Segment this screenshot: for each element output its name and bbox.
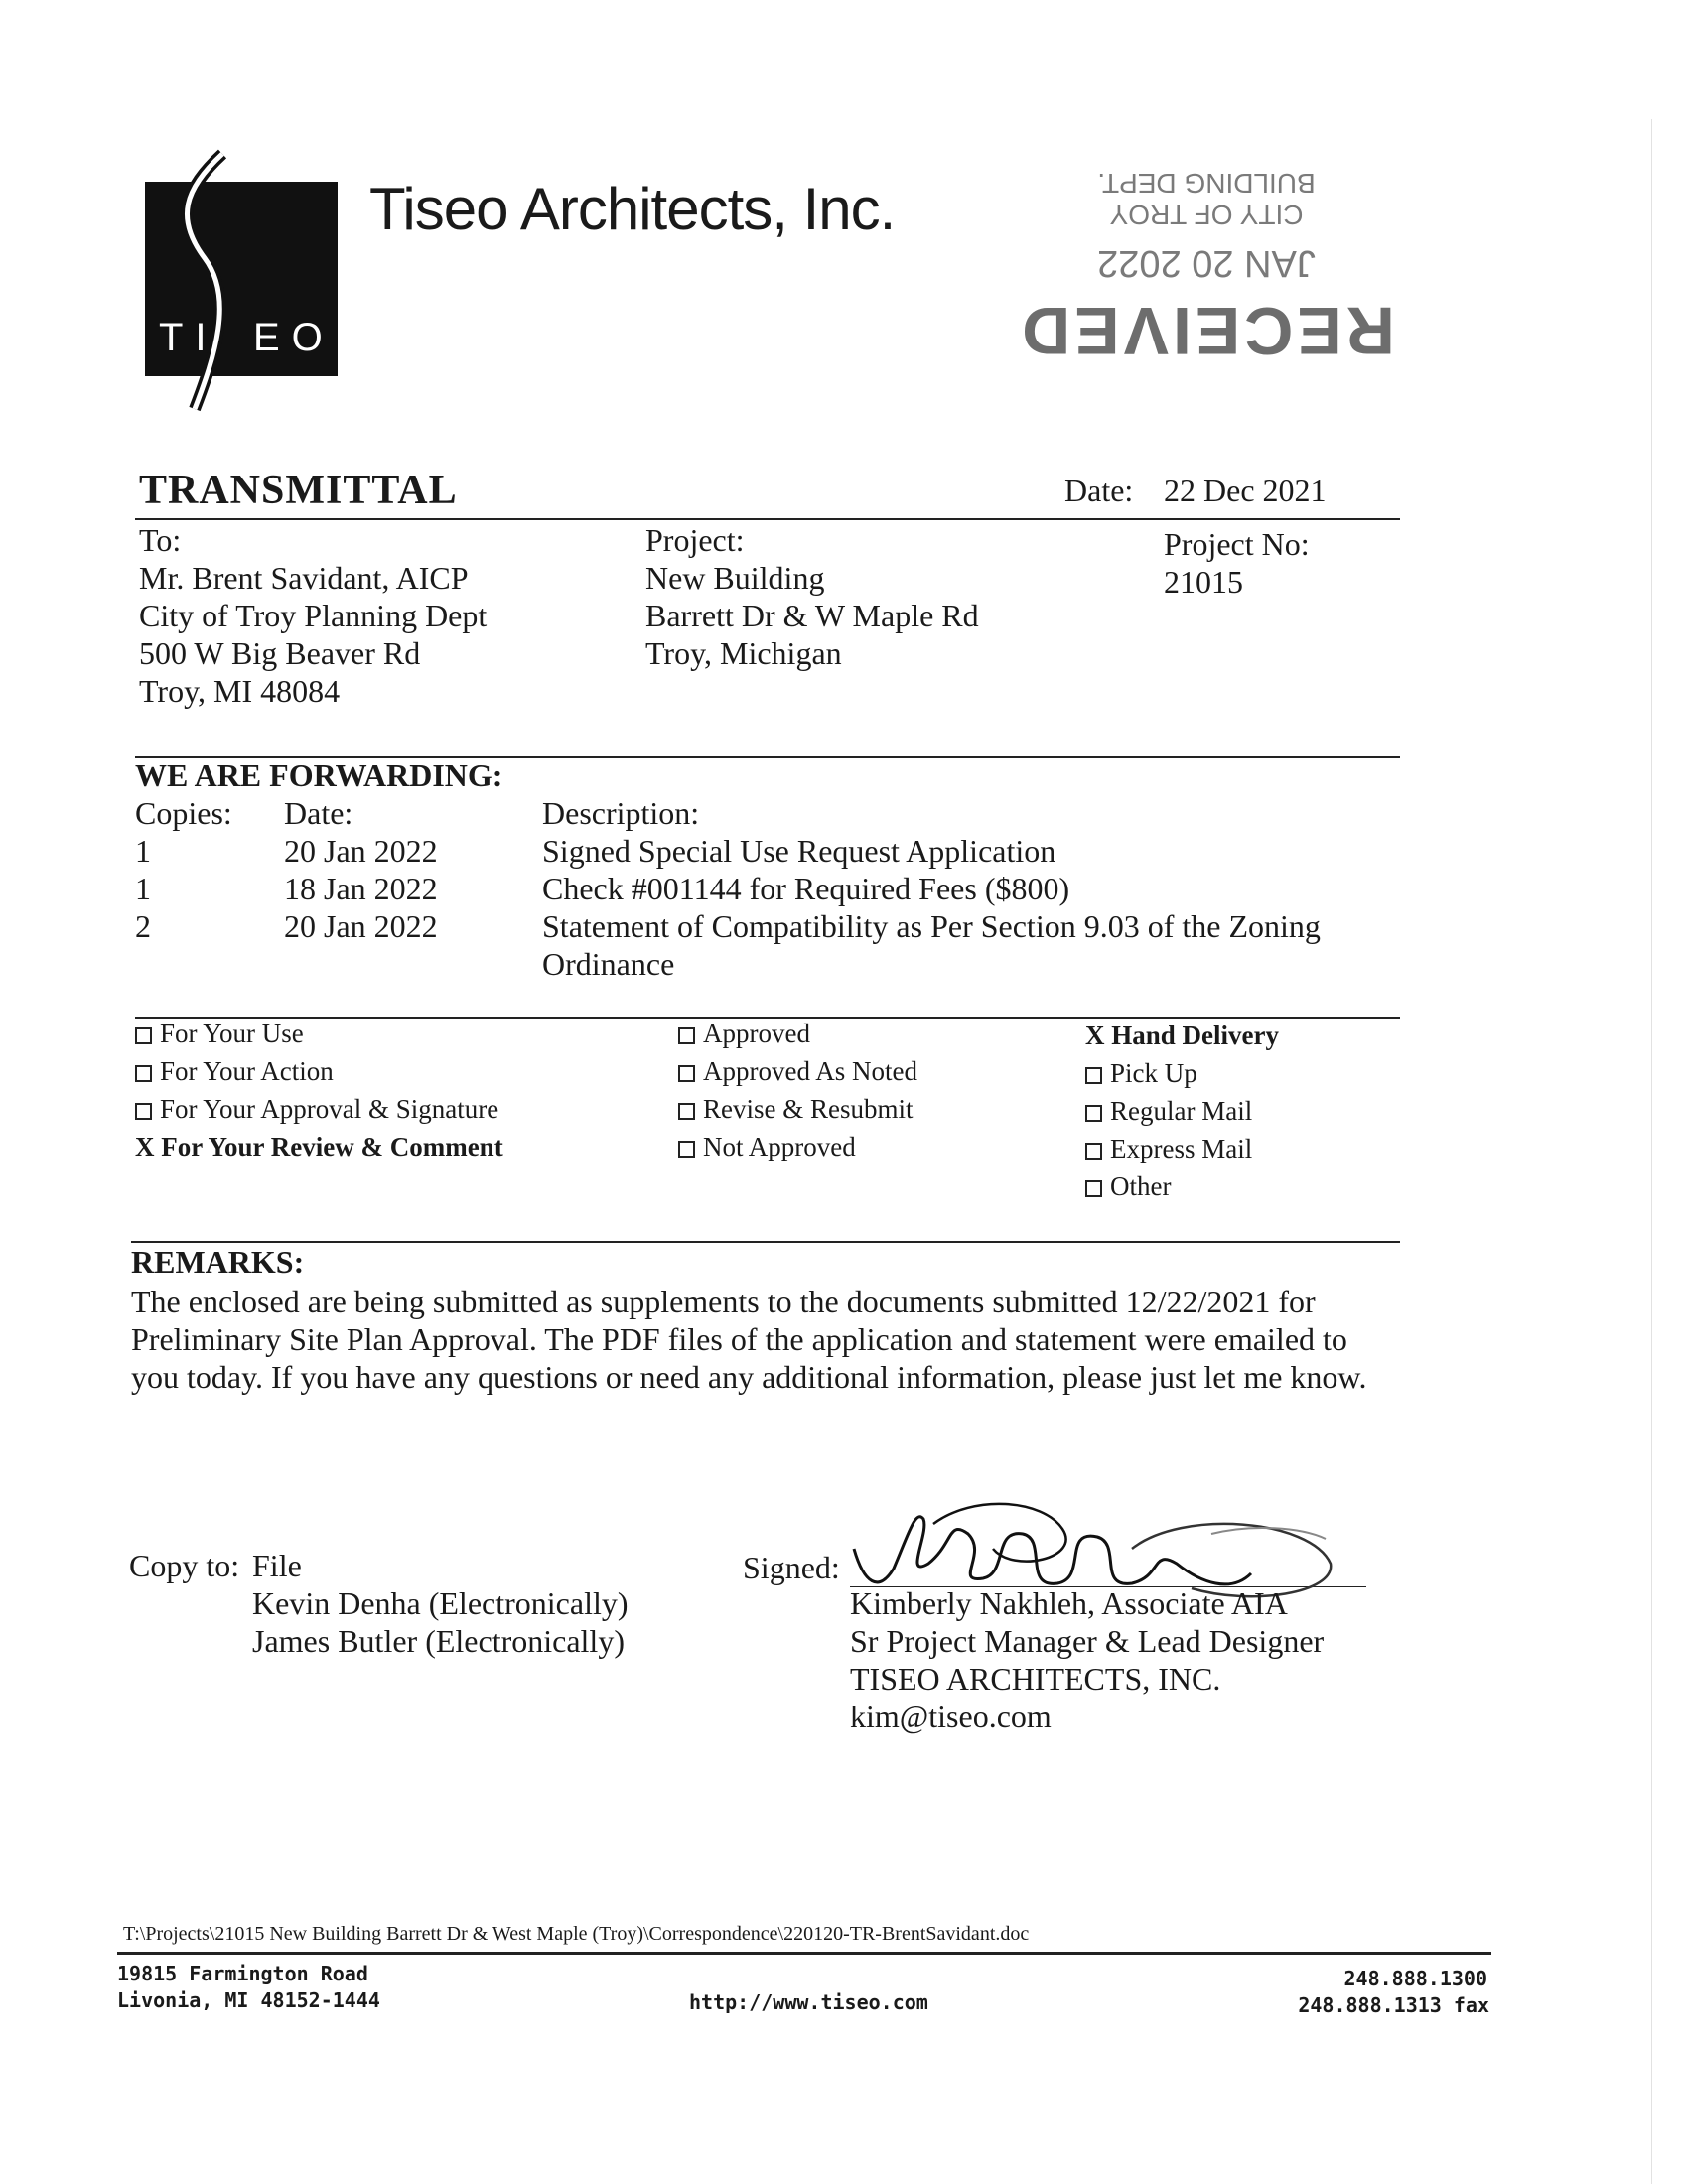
- option-for-your-use[interactable]: For Your Use: [135, 1019, 304, 1049]
- footer-divider: [117, 1952, 1491, 1955]
- checkbox-icon: [1085, 1067, 1102, 1084]
- received-stamp: [1013, 139, 1400, 367]
- option-express-mail[interactable]: Express Mail: [1085, 1134, 1252, 1164]
- copy-to-line: James Butler (Electronically): [252, 1623, 625, 1659]
- checkbox-icon: [135, 1027, 152, 1044]
- option-hand-delivery[interactable]: X Hand Delivery: [1085, 1021, 1279, 1050]
- project-line: Troy, Michigan: [645, 635, 842, 671]
- project-no-value: 21015: [1164, 564, 1243, 600]
- checkbox-icon: [678, 1027, 695, 1044]
- scan-edge-line: [1651, 119, 1652, 2184]
- option-for-approval-signature[interactable]: For Your Approval & Signature: [135, 1094, 498, 1125]
- footer-address-line2: Livonia, MI 48152-1444: [117, 1988, 380, 2012]
- forwarding-heading: WE ARE FORWARDING:: [135, 757, 503, 793]
- date-value: 22 Dec 2021: [1164, 473, 1327, 508]
- col-date-header: Date:: [284, 795, 353, 831]
- remarks-text: The enclosed are being submitted as supplements to the documents submitted 12/22/2021 for Preliminary Site Plan Approval. The PDF files of the application and statement were emailed to you today. If you have any questions or need any additional information, please just let me know.: [131, 1284, 1367, 1395]
- row-copies: 1: [135, 833, 151, 869]
- to-line: 500 W Big Beaver Rd: [139, 635, 421, 671]
- option-revise-resubmit[interactable]: Revise & Resubmit: [678, 1094, 914, 1125]
- stamp-received: RECEIVED: [1018, 293, 1395, 368]
- checkbox-icon: [1085, 1143, 1102, 1160]
- option-for-your-action[interactable]: For Your Action: [135, 1056, 334, 1087]
- company-name: Tiseo Architects, Inc.: [369, 176, 896, 242]
- remarks-heading: REMARKS:: [131, 1244, 305, 1280]
- signer-title: Sr Project Manager & Lead Designer: [850, 1623, 1325, 1659]
- to-label: To:: [139, 522, 182, 558]
- copy-to-line: Kevin Denha (Electronically): [252, 1585, 629, 1621]
- signer-company: TISEO ARCHITECTS, INC.: [850, 1661, 1221, 1697]
- footer-website-link[interactable]: http://www.tiseo.com: [689, 1990, 928, 2014]
- row-description-cont: Ordinance: [542, 946, 675, 982]
- to-line: Mr. Brent Savidant, AICP: [139, 560, 469, 596]
- project-no-label: Project No:: [1164, 526, 1310, 562]
- row-date: 18 Jan 2022: [284, 871, 438, 906]
- row-copies: 2: [135, 908, 151, 944]
- stamp-dept: BUILDING DEPT.: [1097, 168, 1316, 199]
- row-date: 20 Jan 2022: [284, 908, 438, 944]
- option-not-approved[interactable]: Not Approved: [678, 1132, 856, 1162]
- file-path: T:\Projects\21015 New Building Barrett Dr & West Maple (Troy)\Correspondence\220120-TR-BrentSavidant.doc: [123, 1923, 1030, 1945]
- option-pick-up[interactable]: Pick Up: [1085, 1058, 1197, 1089]
- row-copies: 1: [135, 871, 151, 906]
- logo-letters-right: EO: [253, 316, 335, 359]
- option-for-review-comment[interactable]: X For Your Review & Comment: [135, 1132, 503, 1161]
- footer-fax: 248.888.1313 fax: [1298, 1993, 1489, 2017]
- checkbox-icon: [1085, 1180, 1102, 1197]
- logo-letters-left: TI: [159, 316, 218, 359]
- stamp-city: CITY OF TROY: [1109, 200, 1304, 230]
- option-regular-mail[interactable]: Regular Mail: [1085, 1096, 1252, 1127]
- project-line: Barrett Dr & W Maple Rd: [645, 598, 979, 633]
- stamp-date: JAN 20 2022: [1097, 242, 1316, 284]
- footer-phone: 248.888.1300: [1343, 1967, 1487, 1990]
- row-description: Signed Special Use Request Application: [542, 833, 1056, 869]
- divider: [135, 518, 1400, 520]
- document-title: TRANSMITTAL: [139, 468, 458, 513]
- signer-name: Kimberly Nakhleh, Associate AIA: [850, 1585, 1288, 1621]
- option-other[interactable]: Other: [1085, 1171, 1171, 1202]
- col-copies-header: Copies:: [135, 795, 232, 831]
- checkbox-icon: [678, 1141, 695, 1158]
- row-description: Statement of Compatibility as Per Section 9.03 of the Zoning: [542, 908, 1321, 944]
- checkbox-icon: [135, 1065, 152, 1082]
- copy-to-line: File: [252, 1548, 302, 1583]
- footer-address-line1: 19815 Farmington Road: [117, 1962, 368, 1985]
- row-date: 20 Jan 2022: [284, 833, 438, 869]
- project-line: New Building: [645, 560, 825, 596]
- project-label: Project:: [645, 522, 745, 558]
- logo-swirl-icon: [145, 149, 264, 417]
- copy-to-label: Copy to:: [129, 1548, 240, 1583]
- option-approved[interactable]: Approved: [678, 1019, 810, 1049]
- col-description-header: Description:: [542, 795, 700, 831]
- checkbox-icon: [135, 1103, 152, 1120]
- row-description: Check #001144 for Required Fees ($800): [542, 871, 1070, 906]
- to-line: City of Troy Planning Dept: [139, 598, 488, 633]
- checkbox-icon: [1085, 1105, 1102, 1122]
- to-line: Troy, MI 48084: [139, 673, 341, 709]
- checkbox-icon: [678, 1103, 695, 1120]
- signer-email: kim@tiseo.com: [850, 1699, 1052, 1734]
- date-label: Date:: [1064, 473, 1134, 508]
- divider: [131, 1241, 1400, 1243]
- option-approved-as-noted[interactable]: Approved As Noted: [678, 1056, 917, 1087]
- signed-label: Signed:: [743, 1550, 840, 1585]
- checkbox-icon: [678, 1065, 695, 1082]
